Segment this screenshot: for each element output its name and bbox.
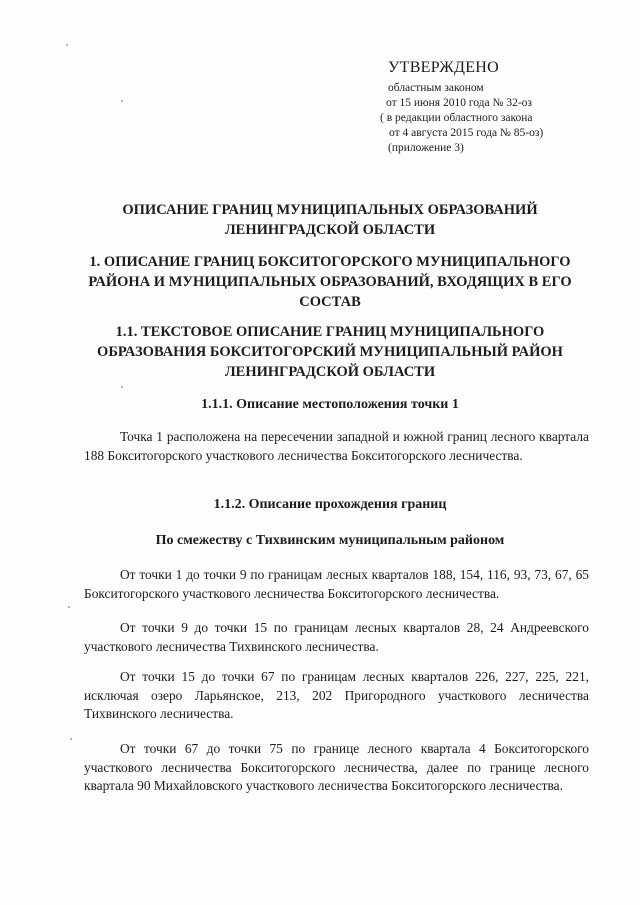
approval-line: (приложение 3) — [388, 142, 464, 154]
section-heading: 1. ОПИСАНИЕ ГРАНИЦ БОКСИТОГОРСКОГО МУНИЦИПАЛЬНОГО РАЙОНА И МУНИЦИПАЛЬНЫХ ОБРАЗОВАНИЙ, ВХОДЯЩИХ В ЕГО СОСТАВ — [88, 254, 572, 310]
point-location-heading: 1.1.1. Описание местоположения точки 1 — [201, 397, 459, 412]
approval-line: от 4 августа 2015 года № 85-оз) — [389, 127, 544, 139]
subsection-heading: 1.1. ТЕКСТОВОЕ ОПИСАНИЕ ГРАНИЦ МУНИЦИПАЛЬНОГО ОБРАЗОВАНИЯ БОКСИТОГОРСКИЙ МУНИЦИПАЛЬНЫЙ РАЙОН ЛЕНИНГРАДСКОЙ ОБЛАСТИ — [97, 324, 563, 380]
border-heading: По смежеству с Тихвинским муниципальным районом — [155, 533, 505, 548]
approval-stamp — [378, 58, 618, 156]
paragraph: Точка 1 расположена на пересечении западной и южной границ лесного квартала 188 Бокситогорского участкового лесничества Бокситогорского лесничества. — [84, 429, 589, 463]
scan-speck — [68, 606, 70, 608]
approval-line: от 15 июня 2010 года № 32-оз — [386, 97, 532, 109]
scan-speck — [66, 44, 68, 46]
paragraph: От точки 15 до точки 67 по границам лесных кварталов 226, 227, 225, 221, исключая озеро Ларьянское, 213, 202 Пригородного участкового лесничества Тихвинского лесничества. — [84, 669, 589, 721]
route-heading: 1.1.2. Описание прохождения границ — [213, 497, 447, 512]
scan-speck — [121, 100, 123, 102]
approval-line: ( в редакции областного закона — [380, 112, 533, 124]
paragraph: От точки 1 до точки 9 по границам лесных кварталов 188, 154, 116, 93, 73, 67, 65 Бокситогорского участкового лесничества Бокситогорского лесничества. — [84, 567, 589, 601]
approval-title: УТВЕРЖДЕНО — [388, 59, 500, 76]
paragraph: От точки 9 до точки 15 по границам лесных кварталов 28, 24 Андреевского участкового лесничества Тихвинского лесничества. — [84, 620, 589, 654]
scan-speck — [121, 386, 123, 388]
scan-speck — [70, 738, 72, 740]
document-title: ОПИСАНИЕ ГРАНИЦ МУНИЦИПАЛЬНЫХ ОБРАЗОВАНИЙ ЛЕНИНГРАДСКОЙ ОБЛАСТИ — [122, 202, 538, 238]
approval-line: областным законом — [388, 82, 484, 94]
paragraph: От точки 67 до точки 75 по границе лесного квартала 4 Бокситогорского участкового лесничества Бокситогорского лесничества, далее по границе лесного квартала 90 Михайловского участкового лесничества Бокситогорского лесничества. — [84, 741, 589, 793]
